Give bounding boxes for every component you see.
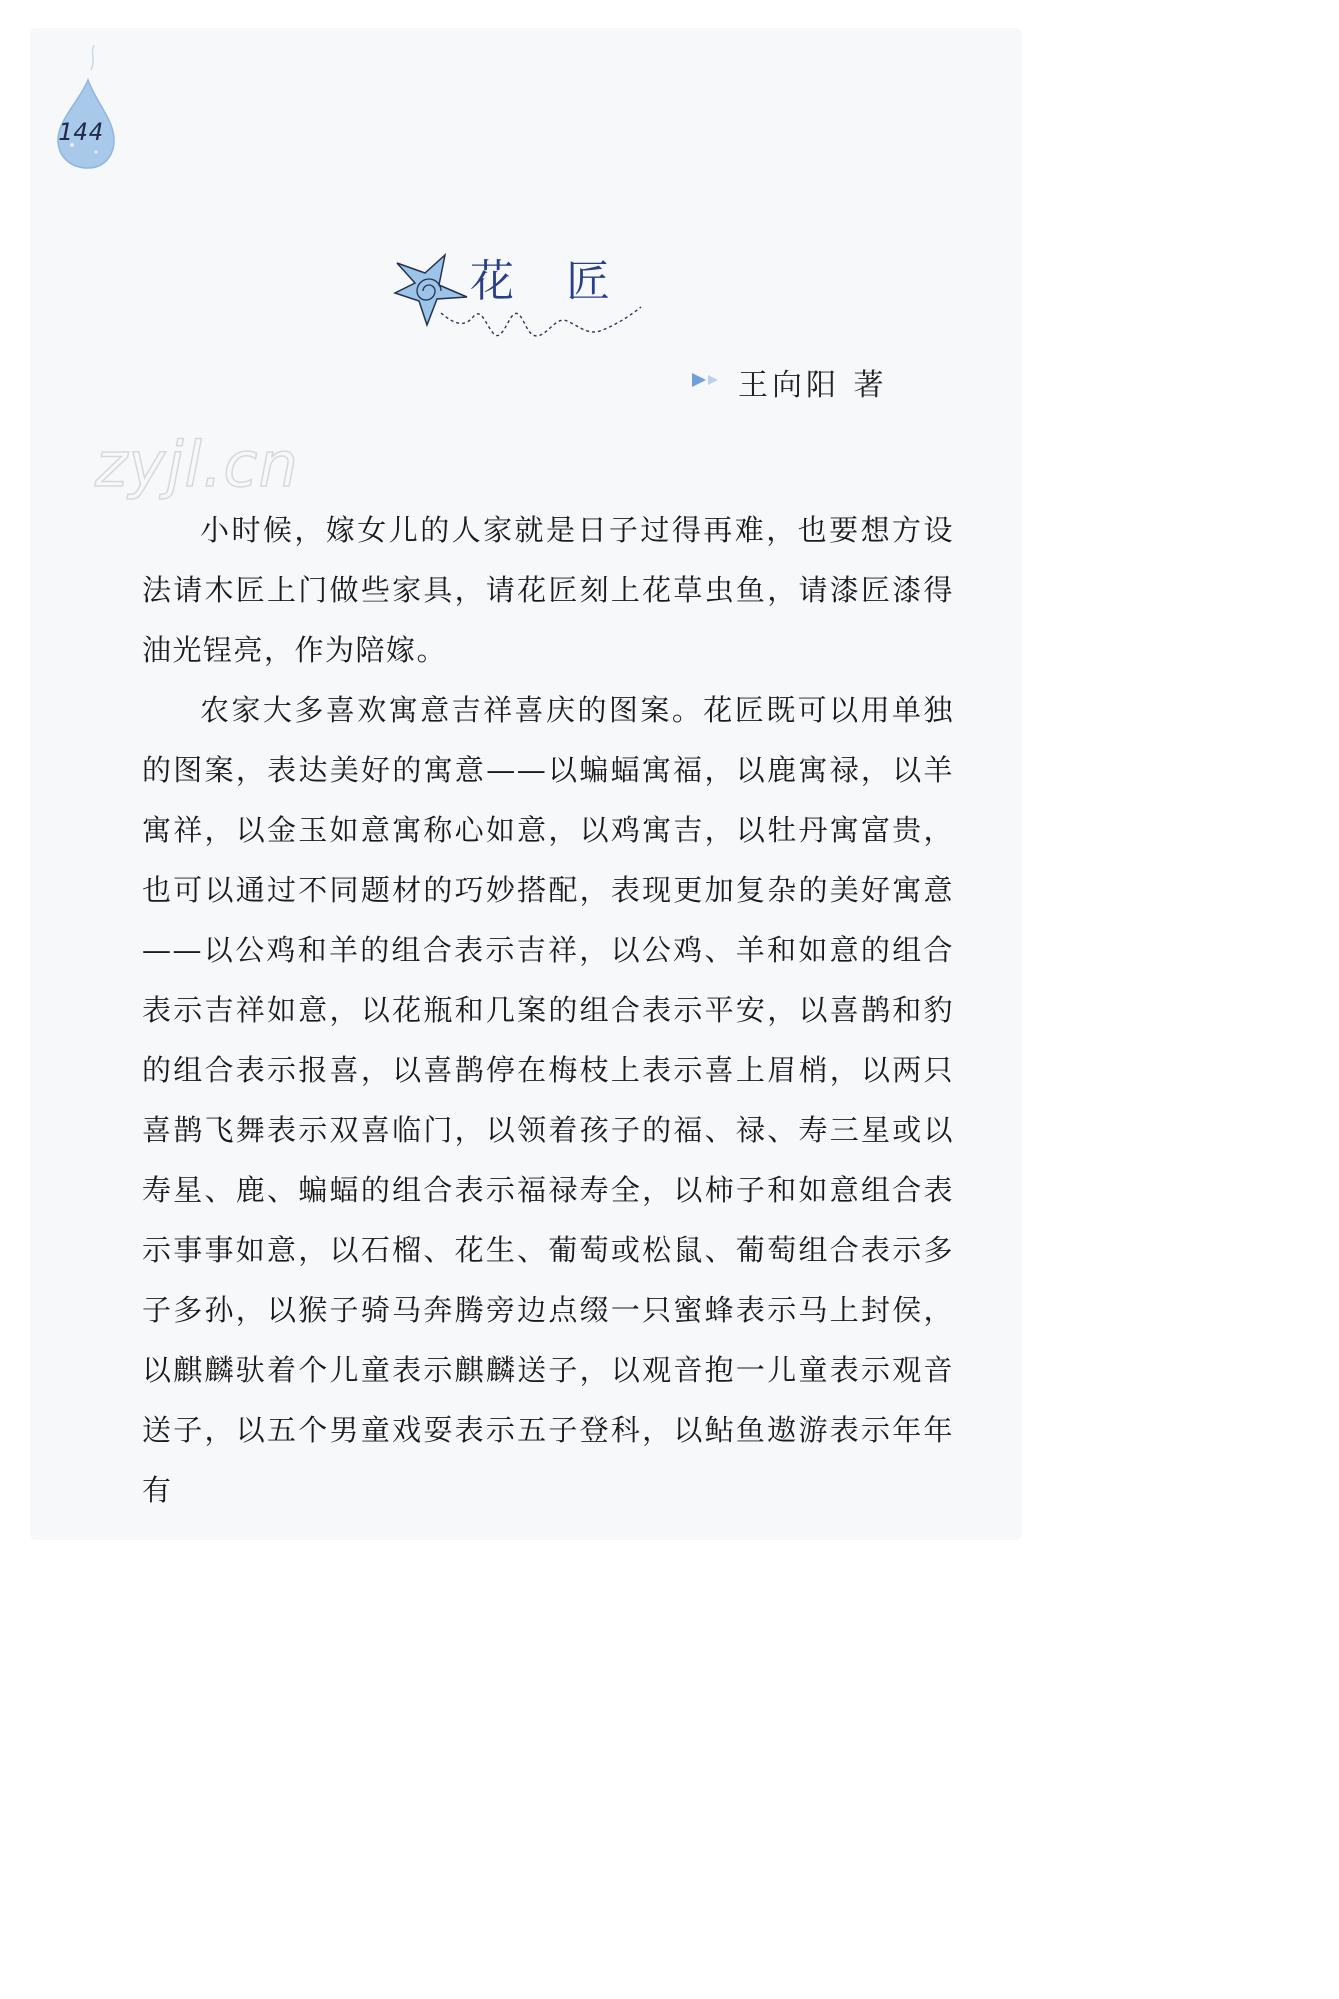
- page-number: 144: [58, 118, 105, 146]
- paragraph: 农家大多喜欢寓意吉祥喜庆的图案。花匠既可以用单独的图案，表达美好的寓意——以蝙蝠寓福，以鹿寓禄，以羊寓祥，以金玉如意寓称心如意，以鸡寓吉，以牡丹寓富贵，也可以通过不同题材的巧妙搭配，表现更加复杂的美好寓意——以公鸡和羊的组合表示吉祥，以公鸡、羊和如意的组合表示吉祥如意，以花瓶和几案的组合表示平安，以喜鹊和豹的组合表示报喜，以喜鹊停在梅枝上表示喜上眉梢，以两只喜鹊飞舞表示双喜临门，以领着孩子的福、禄、寿三星或以寿星、鹿、蝙蝠的组合表示福禄寿全，以柿子和如意组合表示事事如意，以石榴、花生、葡萄或松鼠、葡萄组合表示多子多孙，以猴子骑马奔腾旁边点缀一只蜜蜂表示马上封侯，以麒麟驮着个儿童表示麒麟送子，以观音抱一儿童表示观音送子，以五个男童戏耍表示五子登科，以鲇鱼遨游表示年年有: [142, 693, 954, 1507]
- water-drop-icon: [50, 40, 120, 170]
- article-title: 花匠: [470, 256, 662, 307]
- watermark: zyjl.cn: [95, 428, 299, 501]
- paragraph: 小时候，嫁女儿的人家就是日子过得再难，也要想方设法请木匠上门做些家具，请花匠刻上花草虫鱼，请漆匠漆得油光锃亮，作为陪嫁。: [142, 513, 954, 667]
- article-body: [142, 500, 954, 1520]
- author-byline: 王向阳 著: [738, 368, 888, 403]
- double-arrow-icon: [690, 370, 730, 390]
